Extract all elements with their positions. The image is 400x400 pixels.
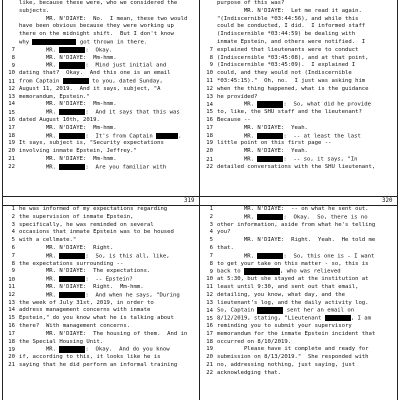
line-text: address management concerns with inmate [19,307,151,314]
transcript-line [3,229,199,237]
line-number: 11 [206,77,213,84]
redaction-bar [59,253,85,259]
line-text: . [178,133,182,140]
redaction-bar [257,307,283,313]
line-number: 20 [8,354,15,361]
transcript-line [3,86,199,94]
line-number: 9 [11,268,15,275]
line-text: MR. N'DIAYE: The expectations. [19,268,151,275]
line-number: 13 [206,299,213,306]
line-text: MR. [19,346,60,353]
line-text: It says, subject is, "Security expectations [19,140,164,147]
line-text: : So, what did he provide [283,101,371,108]
line-text: MR. N'DIAYE: Yeah. [217,148,308,155]
line-number: 11 [8,78,15,85]
redaction-bar [59,47,85,53]
line-text: memorandum, Epstein." [19,93,90,100]
transcript-line [3,268,199,276]
line-text: : Are you familiar with [85,164,167,171]
transcript-line [3,237,199,245]
transcript-line [201,39,397,47]
redaction-bar [156,133,178,139]
line-text: like, because these were, who we considered the [19,0,178,6]
line-text: : Okay. And do you know [85,346,170,353]
line-number: 17 [8,124,15,131]
transcript-line [201,315,397,323]
line-number: 21 [206,156,213,163]
redaction-bar [257,133,283,139]
transcript-line [201,307,397,315]
line-text: MR. [217,253,258,260]
line-number: 17 [206,124,213,131]
line-number: 13 [8,93,15,100]
line-text: at 5:30, but she stayed at the institution at [217,276,369,283]
line-number: 19 [8,140,15,147]
line-number: 1 [209,206,213,212]
transcript-line [3,62,199,70]
line-text: , I am [350,315,371,322]
redaction-bar [257,101,283,107]
line-text: the supervision of inmate Epstein, [19,213,134,220]
line-number: 5 [209,237,213,244]
line-text: other information, aside from what he's telling [217,221,376,228]
transcript-line [3,156,199,164]
page-separator-top [2,196,398,197]
transcript-line [201,101,397,109]
transcript-line [3,354,199,362]
transcript-line [201,370,397,378]
line-text: have been obvious because they were working up [19,23,174,30]
transcript-line [201,125,397,133]
transcript-panel-top-right [201,0,397,196]
line-text: could, and they would not (Indiscernible [217,70,352,77]
line-text: detailing, you know, what day, and the [217,291,345,298]
transcript-line [201,164,397,172]
transcript-line [201,331,397,339]
transcript-line [3,94,199,102]
line-text: "(Indiscernible *03:44:56), and while this [217,15,359,22]
transcript-line [201,276,397,284]
transcript-panel-bottom-right [201,206,397,400]
line-number: 14 [206,101,213,108]
redaction-bar [59,346,85,352]
center-divider [199,0,200,400]
line-text: with a cellmate." [19,237,77,244]
line-text: he provided? [217,93,258,100]
transcript-line [201,16,397,24]
redaction-bar [59,133,85,139]
transcript-line [201,86,397,94]
line-number: 15 [8,109,15,116]
line-number: 14 [8,307,15,314]
line-text: subjects. [19,7,50,14]
line-number: 19 [206,140,213,147]
transcript-line [3,222,199,230]
line-number: 2 [11,213,15,220]
line-number: 5 [11,237,15,244]
line-text: : Mind just initial and [85,62,167,69]
transcript-line [201,362,397,370]
line-number: 14 [8,101,15,108]
line-text: Epstein," do you know what he is talking about [19,315,174,322]
line-number: 15 [206,109,213,116]
line-text: purpose of this was? [217,0,285,6]
line-text: why [19,39,33,46]
transcript-line [201,214,397,222]
line-number: 8 [209,54,213,61]
line-number: 7 [209,46,213,53]
transcript-line [201,62,397,70]
line-text: MR. [217,101,258,108]
line-text: to, like, the SHU staff and the lieutenant? [217,109,362,116]
transcript-line [3,331,199,339]
transcript-line [201,23,397,31]
transcript-line [201,300,397,308]
line-text: memorandum for the inmate Epstein incident that [217,330,376,337]
line-text: : It's from Captain [85,133,157,140]
line-text: August 11, 2019. And it says, subject, "A [19,85,161,92]
line-text: inmate Epstein, and others were notified. I [217,38,366,45]
line-number: 16 [206,116,213,123]
line-number: 10 [8,70,15,77]
redaction-bar [257,214,283,220]
line-text: MR. N'DIAYE: No. I mean, these two would [19,15,188,22]
line-number: 20 [8,148,15,155]
transcript-line [201,140,397,148]
line-text: no, addressing nothing, just saying, just [217,361,356,368]
line-number: 6 [11,244,15,251]
page-number-right: 320 [382,198,393,204]
line-text: least until 9:30, and sent out that email, [217,283,359,290]
line-number: 10 [206,70,213,77]
line-text: MR. N'DIAYE: The housing of them. And in [19,330,188,337]
transcript-line [3,55,199,63]
redaction-bar [59,276,85,282]
transcript-line [3,70,199,78]
transcript-line [201,284,397,292]
transcript-line [3,133,199,141]
line-number: 9 [209,268,213,275]
redaction-bar [32,39,76,45]
line-number: 21 [206,361,213,368]
line-text: : And it says that this was [85,109,180,116]
transcript-line [201,94,397,102]
line-text: : So, is this all, like, [85,253,170,260]
line-number: 4 [209,229,213,236]
transcript-line [201,346,397,354]
transcript-line [201,156,397,164]
line-number: 3 [209,221,213,228]
line-number: 16 [8,322,15,329]
line-number: 6 [209,244,213,251]
transcript-panel-top-left [3,0,199,196]
line-text: *03:45:15)." Oh, no. I just was asking him [217,77,366,84]
transcript-line [201,222,397,230]
line-text: (Indiscernible *03:44:59) be dealing with [217,31,356,38]
transcript-line [3,117,199,125]
line-text: occurred on 8/10/2019. [217,338,292,345]
line-text: little point on this first page -- [217,140,332,147]
transcript-line [3,31,199,39]
transcript-line [201,8,397,16]
transcript-line [201,354,397,362]
line-number: 8 [209,260,213,267]
line-number: 16 [8,116,15,123]
line-number: 16 [206,322,213,329]
line-text: MR. N'DIAYE: Mm-hmm. [19,124,117,131]
line-text: MR. [19,109,60,116]
transcript-line [201,253,397,261]
line-number: 20 [206,354,213,361]
line-number: 22 [206,163,213,170]
transcript-line [3,245,199,253]
transcript-line [3,23,199,31]
line-text: MR. [19,62,60,69]
transcript-line [3,164,199,172]
line-number: 12 [206,291,213,298]
line-number: 18 [206,133,213,140]
line-text: from Captain [19,78,63,85]
line-text: MR. N'DIAYE: -- on what he sent out. [217,206,369,212]
line-text: the expectations surrounding -- [19,260,124,267]
line-text: MR. N'DIAYE: Yeah. [217,124,308,131]
transcript-line [3,261,199,269]
line-text: there? With management concerns. [19,322,131,329]
line-number: 7 [11,253,15,260]
transcript-line [201,133,397,141]
transcript-line [3,307,199,315]
line-text: to get your take on this matter - so, this is [217,260,369,267]
line-text: (Indiscernible *03:45:08), and at that point, [217,54,369,61]
line-text: specifically, he was reminded on several [19,221,154,228]
transcript-line [3,47,199,55]
line-number: 17 [8,330,15,337]
transcript-line [3,292,199,300]
transcript-line [201,31,397,39]
line-number: 9 [209,62,213,69]
line-text: the week of July 31st, 2019, in order to [19,299,154,306]
line-text: MR. [217,133,258,140]
transcript-line [201,323,397,331]
line-text: Because -- [217,116,251,123]
redaction-bar [325,315,351,321]
line-text: lieutenant's log, and the daily activity log. [217,299,369,306]
transcript-line [201,78,397,86]
line-number: 21 [8,155,15,162]
line-text: involving inmate Epstein, Jeffrey." [19,148,137,155]
line-text: explained that lieutenants were to conduct [217,46,359,53]
transcript-line [3,206,199,214]
line-text: reminding you to submit your supervisory [217,322,352,329]
line-text: the Special Housing Unit. [19,338,104,345]
line-text: : -- Epstein? [85,276,133,283]
line-number: 22 [206,369,213,376]
line-text: detailed conversations with the SHU lieutenant, [217,163,376,170]
transcript-line [3,284,199,292]
transcript-line [3,101,199,109]
line-number: 18 [8,338,15,345]
line-number: 15 [8,315,15,322]
line-text: MR. [19,133,60,140]
transcript-line [201,237,397,245]
transcript-line [201,206,397,214]
transcript-line [3,300,199,308]
transcript-panel-bottom-left [3,206,199,400]
transcript-line [201,148,397,156]
line-text: MR. N'DIAYE: Mm-hmm. [19,101,117,108]
line-number: 9 [11,62,15,69]
line-number: 18 [206,338,213,345]
line-number: 12 [8,85,15,92]
redaction-bar [59,292,85,298]
line-text: : Okay. [85,47,113,54]
line-text: MR. [217,156,258,163]
line-text: MR. N'DIAYE: Let me read it again. [217,7,362,14]
transcript-line [201,117,397,125]
line-number: 15 [206,315,213,322]
transcript-line [3,323,199,331]
line-number: 10 [206,276,213,283]
line-number: 8 [11,54,15,61]
line-text: he was informed of my expectations regarding [19,206,168,212]
transcript-line [201,268,397,276]
line-number: 13 [8,299,15,306]
line-number: 22 [8,164,15,171]
transcript-line [201,245,397,253]
transcript-line [201,47,397,55]
line-text: dated August 10th, 2019. [19,116,100,123]
line-text: you? [217,229,231,236]
transcript-line [3,8,199,16]
transcript-line [201,339,397,347]
line-number: 4 [11,229,15,236]
line-text: got thrown in there. [76,39,148,46]
line-text: MR. N'DIAYE: Right. Yeah. He told me [217,237,376,244]
transcript-line [3,0,199,8]
transcript-line [3,39,199,47]
transcript-line [3,339,199,347]
line-text: MR. N'DIAYE: Right. Mm-hmm. [19,283,144,290]
line-number: 21 [8,361,15,368]
line-number: 20 [206,148,213,155]
line-text: : -- so, it says, "In [283,156,358,163]
transcript-line [201,292,397,300]
line-text: could be conducted, I did. I informed staff [217,23,366,30]
line-text: : And when he says, "During [85,292,180,299]
redaction-bar [59,109,85,115]
line-text: MR. [19,292,60,299]
transcript-line [201,0,397,8]
transcript-line [3,253,199,261]
transcript-line [3,362,199,370]
transcript-line [3,148,199,156]
redaction-bar [63,78,89,84]
transcript-line [3,315,199,323]
line-text: occasions that inmate Epstein was to be housed [19,229,174,236]
line-text: MR. [19,47,60,54]
line-number: 8 [11,260,15,267]
transcript-line [3,125,199,133]
line-text: when the thing happened, what is the guidance [217,85,369,92]
redaction-bar [59,164,85,170]
line-number: 3 [11,221,15,228]
transcript-line [201,109,397,117]
line-text: MR. [19,253,60,260]
line-text: : -- at least the last [283,133,361,140]
line-text: dating that? Okay. And this one is an email [19,70,171,77]
line-text: (Indiscernible *03:45:09). I explained I [217,62,356,69]
line-text: , who was relieved [279,268,341,275]
line-number: 11 [8,283,15,290]
transcript-line [3,109,199,117]
line-text: MR. [217,214,258,221]
line-text: MR. N'DIAYE: Mm-hmm. [19,54,117,61]
line-text: 8/12/2019, stating, "Lieutenant [217,315,325,322]
transcript-line [201,55,397,63]
line-number: 12 [8,292,15,299]
line-text: there on the midnight shift. But I don't know [19,31,174,38]
transcript-line [201,261,397,269]
transcript-line [3,16,199,24]
transcript-line [3,276,199,284]
line-text: So, Captain [217,307,258,314]
line-text: sent her an email on [283,307,355,314]
line-text: MR. N'DIAYE: Mm-hmm. [19,155,117,162]
line-number: 18 [8,133,15,140]
redaction-bar [59,62,85,68]
line-text: to you, dated Sunday, [88,78,163,85]
redaction-bar [257,156,283,162]
line-text: MR. N'DIAYE: Right. [19,244,114,251]
line-number: 12 [206,85,213,92]
line-number: 10 [8,276,15,283]
line-text: MR. [19,276,60,283]
transcript-line [3,78,199,86]
line-text: saying that he did perform an informal training [19,361,178,368]
line-text: back to [217,268,244,275]
line-text: submission on 8/13/2019." She responded with [217,354,369,361]
transcript-line [3,214,199,222]
transcript-line [3,140,199,148]
line-text: Please have it complete and ready for [217,346,369,353]
line-number: 13 [206,93,213,100]
line-text: acknowledging that. [217,369,281,376]
redaction-bar [257,253,283,259]
transcript-line [201,229,397,237]
line-text: if, according to this, it looks like he is [19,354,161,361]
line-number: 7 [209,253,213,260]
line-number: 14 [206,307,213,314]
line-number: 2 [209,214,213,221]
line-number: 7 [11,47,15,54]
line-number: 17 [206,330,213,337]
redaction-bar [244,268,280,274]
line-text: : So, this one is - I want [283,253,375,260]
line-number: 11 [206,283,213,290]
line-number: 19 [206,346,213,353]
line-number: 1 [11,206,15,212]
line-text: that. [217,244,234,251]
line-text: : Okay. So, there is no [283,214,368,221]
transcript-line [201,70,397,78]
transcript-line [3,346,199,354]
line-text: MR. [19,164,60,171]
line-number: 19 [8,346,15,353]
page-number-left: 319 [184,198,195,204]
